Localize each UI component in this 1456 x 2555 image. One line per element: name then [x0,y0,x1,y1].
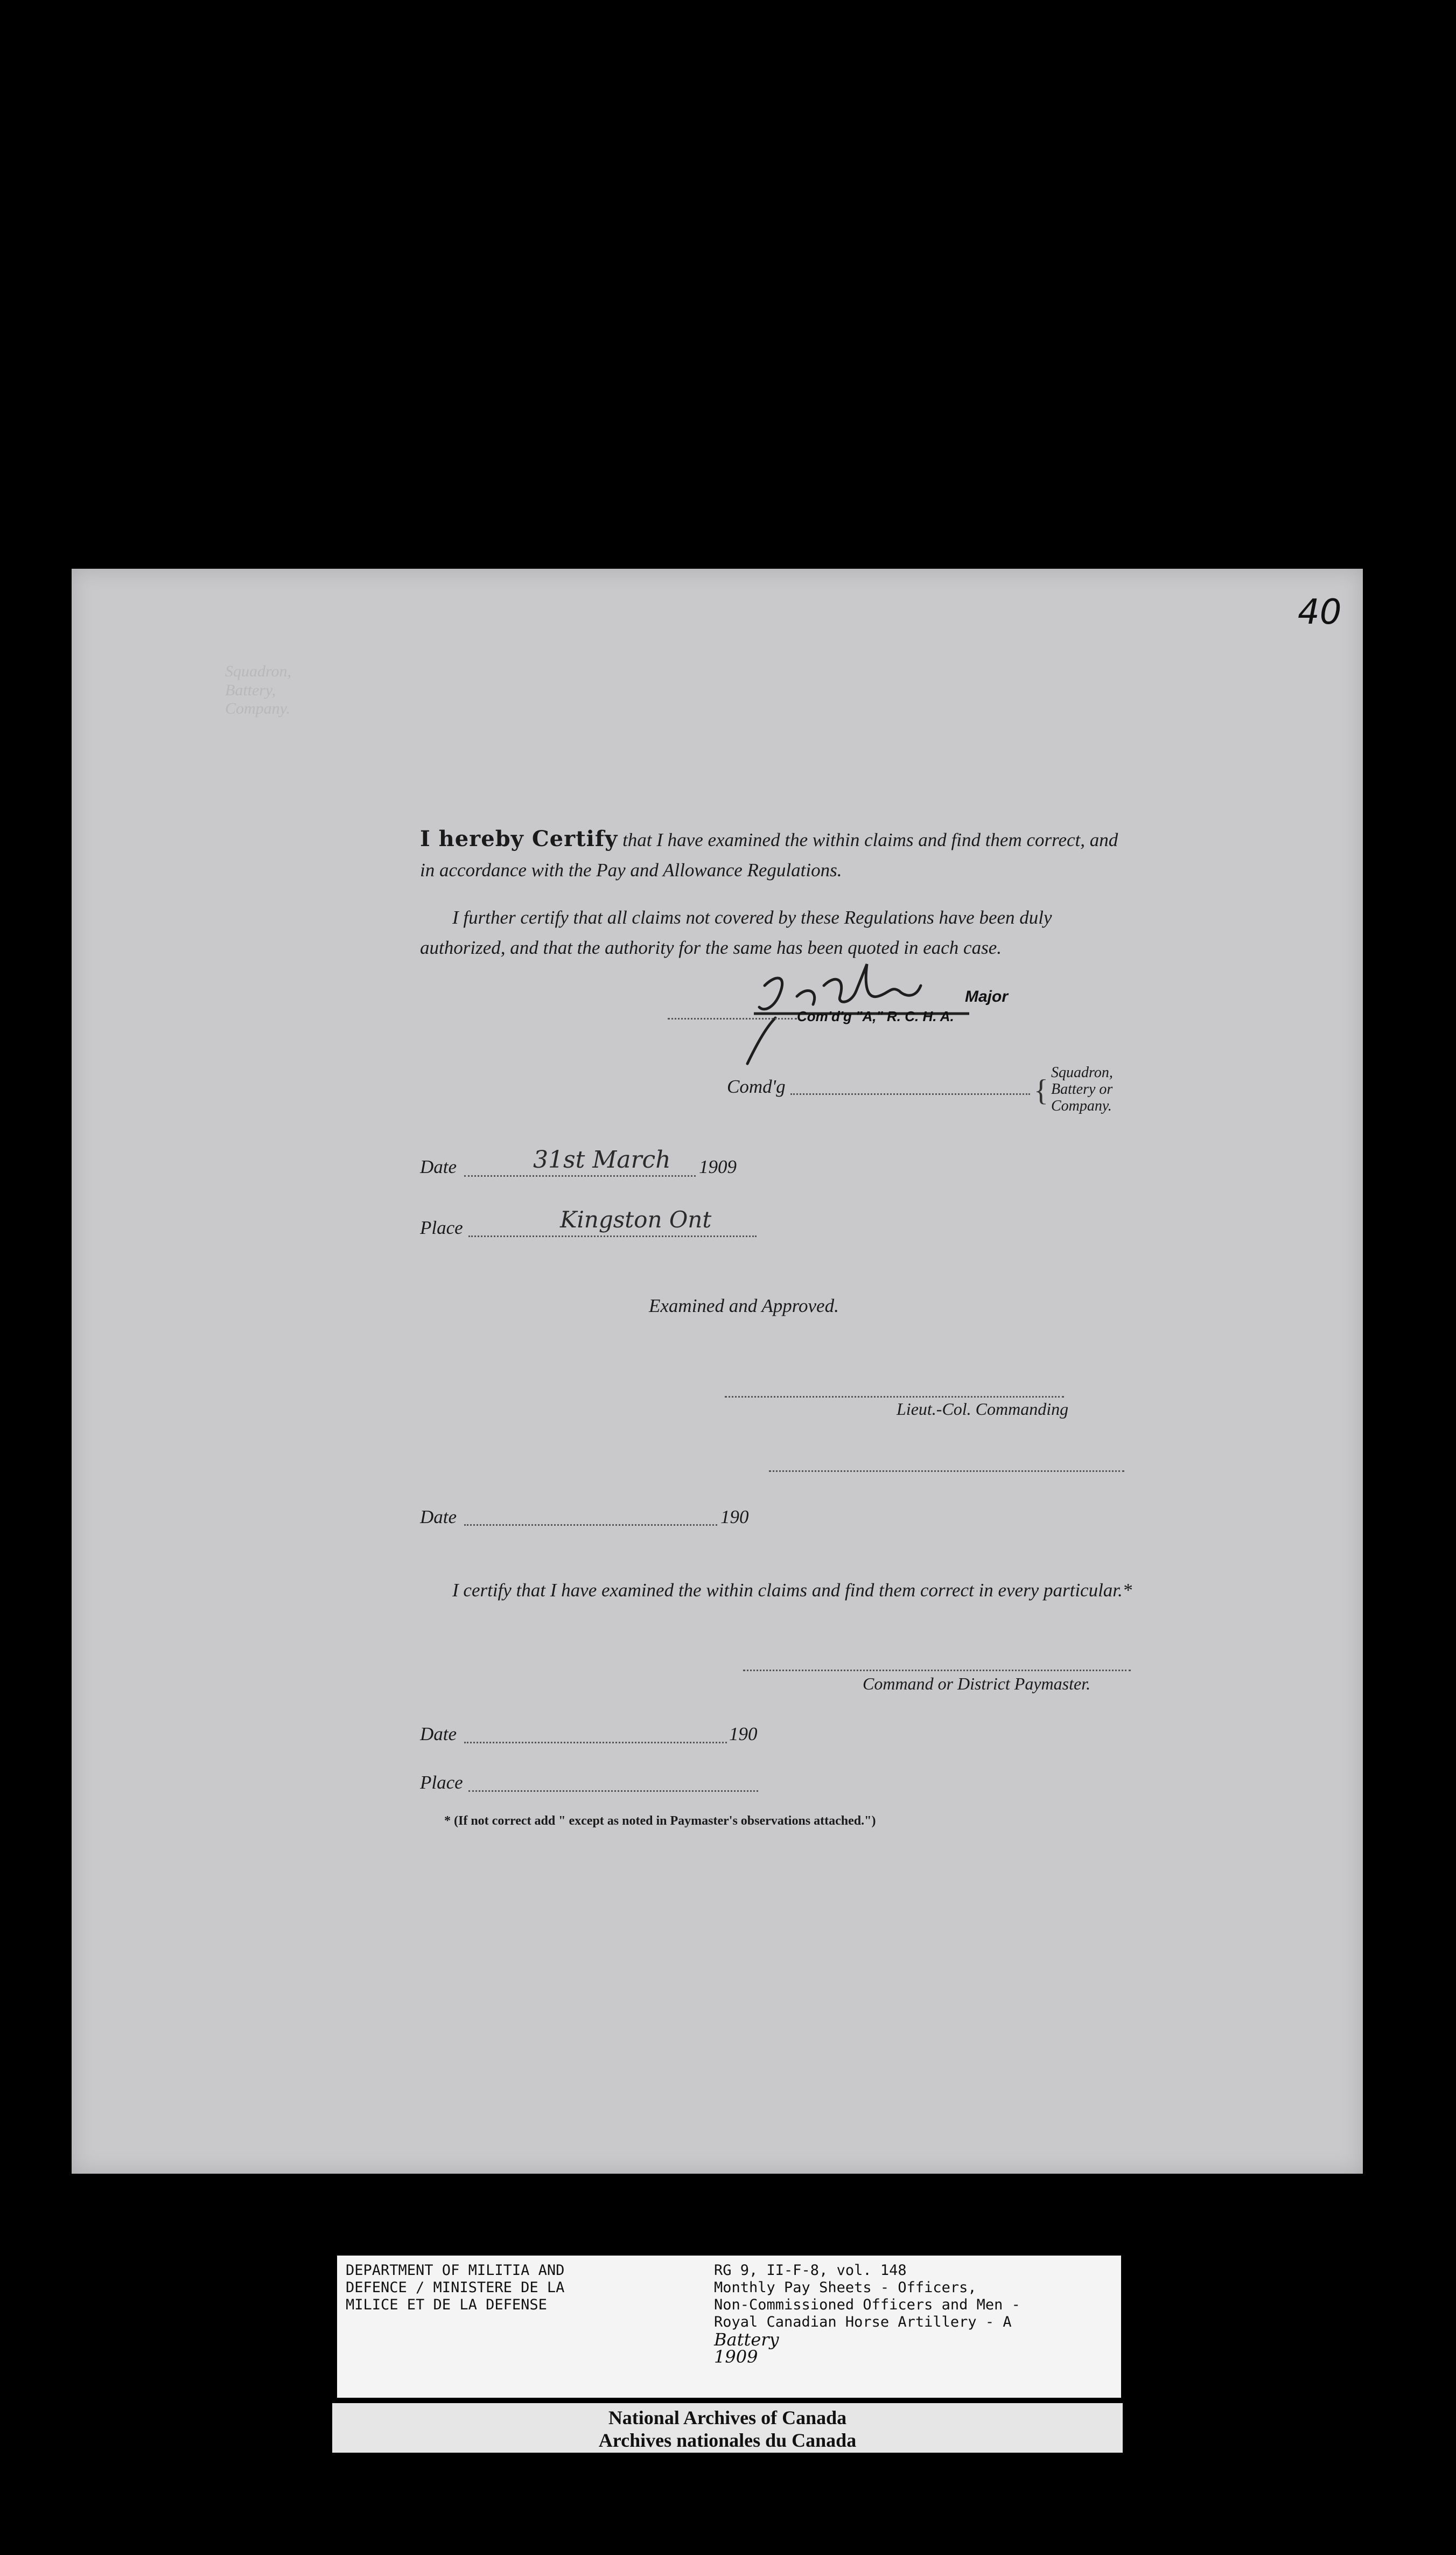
certify-paragraph [420,824,1133,885]
archive-reference: RG 9, II-F-8, vol. 148 Monthly Pay Sheets - Officers, Non-Commissioned Officers and Men - Royal Canadian Horse Artillery - A Battery 1909 [714,2262,1020,2367]
comdg-line [790,1093,1030,1095]
unit-type-options: Squadron, Battery or Company. [1051,1064,1113,1114]
bleed-through-text: Squadron, Battery, Company. [225,662,292,717]
archive-department: DEPARTMENT OF MILITIA AND DEFENCE / MINISTERE DE LA MILICE ET DE LA DEFENSE [346,2262,565,2313]
approval-extra-line [769,1470,1124,1472]
page-number: 40 [1298,592,1342,632]
paymaster-place-line [468,1790,758,1792]
brace: { [1034,1074,1048,1107]
approval-date-label: Date [420,1506,457,1527]
unit-stamp: Com'd'g "A," R. C. H. A. [797,1008,954,1024]
handwritten-date: 31st March [533,1146,671,1174]
place-line [468,1235,757,1237]
paymaster-statement: I certify that I have examined the within claims and find them correct in every particular.* [452,1580,1132,1601]
further-certify-paragraph: I further certify that all claims not covered by these Regulations have been duly authorized, and that the authority for the same has been quoted in each case. [420,907,1052,958]
certify-text: that I have examined the within claims and find them correct, and in accordance with the Pay and Allowance Regulations. [420,829,1118,881]
place-label: Place [420,1217,463,1238]
footnote: * (If not correct add " except as noted in Paymaster's observations attached.") [444,1814,876,1828]
archives-banner: National Archives of Canada Archives nationales du Canada [332,2403,1123,2453]
date-label: Date [420,1156,457,1177]
lieut-col-label: Lieut.-Col. Commanding [897,1399,1069,1419]
approval-date-line [464,1524,717,1526]
date-line [464,1175,696,1177]
paymaster-label: Command or District Paymaster. [863,1674,1091,1693]
paymaster-date-year: 190 [729,1723,758,1744]
paymaster-place-label: Place [420,1772,463,1793]
document-sheet [72,569,1363,2174]
archive-label [337,2256,1121,2398]
date-year: 1909 [699,1156,737,1177]
signature-line [668,1018,797,1020]
comdg-label: Comd'g [727,1076,786,1097]
paymaster-signature-line [743,1670,1131,1671]
handwritten-place: Kingston Ont [560,1206,712,1233]
rank-stamp: Major [965,988,1009,1006]
certify-lead: I hereby Certify [420,826,618,851]
paymaster-date-label: Date [420,1723,457,1744]
approval-date-year: 190 [720,1506,749,1527]
lieut-col-signature-line [725,1396,1064,1398]
paymaster-date-line [464,1742,727,1743]
approval-heading: Examined and Approved. [649,1295,839,1316]
